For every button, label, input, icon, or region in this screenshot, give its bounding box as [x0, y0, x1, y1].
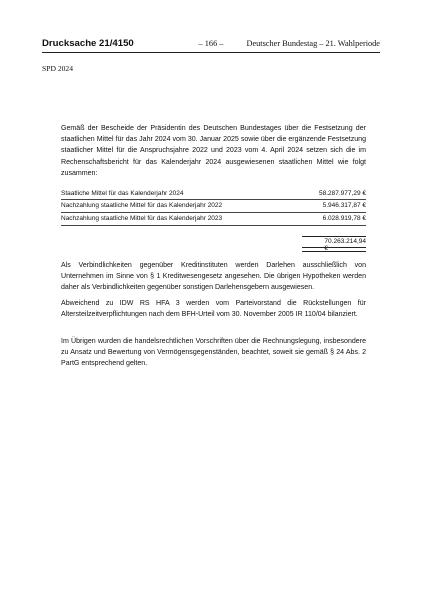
funds-table [61, 188, 366, 252]
header-rule [42, 52, 380, 53]
table-row [61, 200, 366, 212]
page-number: – 166 – [198, 39, 224, 48]
table-row-amount: 6.028.919,78 € [322, 214, 366, 222]
paragraph-intro: Gemäß der Bescheide der Präsidentin des Deutschen Bundestages über die Festsetzung der staatlichen Mittel für das Jahr 2024 vom 30. Januar 2025 sowie über die ergänzende Festsetzung staatlicher Mittel für die Anspruchsjahre 2022 und 2023 vom 4. April 2024 setzen sich die im Rechenschaftsbericht für das Kalenderjahr 2024 ausgewiesenen staatlichen Mittel wie folgt zusammen: [61, 125, 366, 177]
sum-rule [302, 236, 366, 237]
table-row-label: Nachzahlung staatliche Mittel für das Kalenderjahr 2022 [61, 202, 223, 209]
table-total-amount: 70.263.214,94 € [324, 238, 366, 252]
table-row-amount: 5.946.317,87 € [322, 202, 366, 209]
document-reference: Drucksache 21/4150 [42, 38, 134, 49]
row-divider [61, 225, 366, 226]
table-row [61, 213, 366, 225]
table-row-amount: 58.287.977,29 € [319, 190, 366, 197]
paragraph-provisions: Abweichend zu IDW RS HFA 3 werden vom Parteivorstand die Rückstellungen für Altersteilzeitverpflichtungen nach dem BFH-Urteil vom 30. November 2005 IR 110/04 bilanziert. [61, 300, 366, 319]
publisher-line: Deutscher Bundestag – 21. Wahlperiode [246, 39, 380, 48]
table-row-label: Nachzahlung staatliche Mittel für das Kalenderjahr 2023 [61, 214, 223, 222]
section-label: SPD 2024 [42, 64, 74, 73]
total-double-rule [302, 247, 366, 252]
paragraph-accounting: Im Übrigen wurden die handelsrechtlichen Vorschriften über die Rechnungslegung, insbesondere zu Ansatz und Bewertung von Vermögensgegenständen, beachtet, soweit sie gemäß § 24 Abs. 2 PartG entsprechend gelten. [61, 338, 366, 368]
table-row-label: Staatliche Mittel für das Kalenderjahr 2024 [61, 190, 184, 197]
table-row [61, 188, 366, 199]
paragraph-liabilities: Als Verbindlichkeiten gegenüber Kreditinstituten werden Darlehen ausschließlich von Unternehmen im Sinne von § 1 Kreditwesengesetz angesehen. Die übrigen Hypotheken werden daher als Verbindlichkeiten gegenüber sonstigen Darlehensgebern ausgewiesen. [61, 262, 366, 292]
running-header [42, 38, 380, 52]
